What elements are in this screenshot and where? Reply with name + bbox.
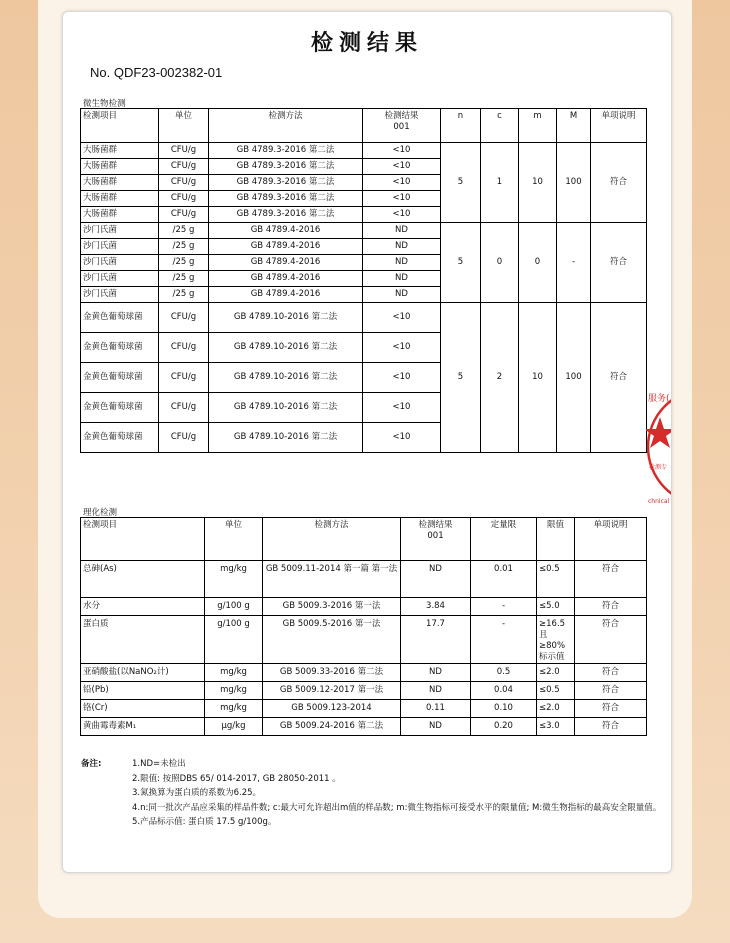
cell-unit: CFU/g <box>159 175 209 191</box>
cell-item: 亚硝酸盐(以NaNO₂计) <box>81 664 205 682</box>
cell-method: GB 4789.3-2016 第二法 <box>209 175 363 191</box>
cell-item: 金黄色葡萄球菌 <box>81 363 159 393</box>
col-header-method: 检测方法 <box>209 109 363 143</box>
cell-unit: /25 g <box>159 255 209 271</box>
cell-item: 金黄色葡萄球菌 <box>81 333 159 363</box>
cell-method: GB 5009.5-2016 第一法 <box>263 616 401 664</box>
cell-M: 100 <box>557 303 591 453</box>
cell-unit: mg/kg <box>205 682 263 700</box>
chem-header-limit: 限值 <box>537 518 575 561</box>
cell-result: ND <box>363 223 441 239</box>
cell-n: 5 <box>441 303 481 453</box>
note-item: 2.限值: 按照DBS 65/ 014-2017, GB 28050-2011 。 <box>132 773 341 784</box>
cell-unit: mg/kg <box>205 561 263 598</box>
cell-method: GB 4789.10-2016 第二法 <box>209 423 363 453</box>
cell-unit: /25 g <box>159 271 209 287</box>
stamp-text-top: 服务( <box>648 394 670 404</box>
cell-result: ND <box>363 287 441 303</box>
cell-unit: mg/kg <box>205 664 263 682</box>
cell-result: ND <box>363 271 441 287</box>
cell-method: GB 5009.24-2016 第二法 <box>263 718 401 736</box>
table-row <box>81 223 647 239</box>
chem-header-result-line1: 检测结果 <box>418 520 453 530</box>
cell-verdict: 符合 <box>575 682 647 700</box>
note-item: 1.ND=未检出 <box>132 759 186 769</box>
cell-item: 黄曲霉毒素M₁ <box>81 718 205 736</box>
cell-item: 金黄色葡萄球菌 <box>81 423 159 453</box>
report-sheet <box>62 11 682 873</box>
report-number: No. QDF23-002382-01 <box>90 65 223 80</box>
cell-loq: 0.04 <box>471 682 537 700</box>
cell-unit: mg/kg <box>205 700 263 718</box>
cell-n: 5 <box>441 143 481 223</box>
cell-result: ND <box>363 239 441 255</box>
cell-limit: ≥16.5且≥80%标示值 <box>537 616 575 664</box>
cell-result: 0.11 <box>401 700 471 718</box>
cell-loq: - <box>471 598 537 616</box>
cell-method: GB 4789.4-2016 <box>209 255 363 271</box>
chem-header-loq: 定量限 <box>471 518 537 561</box>
cell-verdict: 符合 <box>575 664 647 682</box>
cell-loq: 0.20 <box>471 718 537 736</box>
cell-unit: CFU/g <box>159 393 209 423</box>
cell-unit: CFU/g <box>159 333 209 363</box>
cell-unit: /25 g <box>159 287 209 303</box>
cell-item: 大肠菌群 <box>81 191 159 207</box>
cell-item: 大肠菌群 <box>81 143 159 159</box>
cell-verdict: 符合 <box>575 700 647 718</box>
chem-header-item: 检测项目 <box>81 518 205 561</box>
cell-item: 蛋白质 <box>81 616 205 664</box>
notes-heading: 备注: <box>81 759 102 769</box>
cell-result: <10 <box>363 393 441 423</box>
cell-limit: ≤2.0 <box>537 700 575 718</box>
cell-c: 2 <box>481 303 519 453</box>
stamp-text-mid: 检测专 <box>649 464 668 471</box>
col-header-n: n <box>441 109 481 143</box>
cell-limit: ≤5.0 <box>537 598 575 616</box>
cell-result: <10 <box>363 175 441 191</box>
cell-item: 大肠菌群 <box>81 207 159 223</box>
cell-method: GB 4789.10-2016 第二法 <box>209 363 363 393</box>
cell-c: 0 <box>481 223 519 303</box>
cell-verdict: 符合 <box>575 616 647 664</box>
cell-unit: /25 g <box>159 223 209 239</box>
cell-result: ND <box>363 255 441 271</box>
cell-method: GB 5009.33-2016 第二法 <box>263 664 401 682</box>
cell-unit: g/100 g <box>205 616 263 664</box>
cell-unit: CFU/g <box>159 143 209 159</box>
table-row <box>81 598 647 616</box>
cell-item: 沙门氏菌 <box>81 287 159 303</box>
cell-item: 水分 <box>81 598 205 616</box>
cell-unit: CFU/g <box>159 303 209 333</box>
cell-item: 沙门氏菌 <box>81 255 159 271</box>
cell-method: GB 4789.3-2016 第二法 <box>209 159 363 175</box>
cell-c: 1 <box>481 143 519 223</box>
cell-item: 沙门氏菌 <box>81 271 159 287</box>
cell-result: <10 <box>363 207 441 223</box>
cell-unit: CFU/g <box>159 207 209 223</box>
col-header-c: c <box>481 109 519 143</box>
table-row <box>81 718 647 736</box>
cell-item: 铅(Pb) <box>81 682 205 700</box>
chem-header-result <box>401 518 471 561</box>
cell-result: <10 <box>363 303 441 333</box>
table-row <box>81 561 647 598</box>
cell-unit: /25 g <box>159 239 209 255</box>
cell-verdict: 符合 <box>591 223 647 303</box>
cell-item: 大肠菌群 <box>81 159 159 175</box>
official-seal-stamp <box>646 377 682 517</box>
cell-item: 铬(Cr) <box>81 700 205 718</box>
chem-section-label: 理化检测 <box>83 508 118 518</box>
col-header-result-line1: 检测结果 <box>384 111 419 121</box>
cell-method: GB 4789.4-2016 <box>209 287 363 303</box>
cell-method: GB 4789.10-2016 第二法 <box>209 303 363 333</box>
cell-result: ND <box>401 682 471 700</box>
cell-limit: ≤0.5 <box>537 682 575 700</box>
col-header-unit: 单位 <box>159 109 209 143</box>
cell-result: <10 <box>363 143 441 159</box>
chem-header-method: 检测方法 <box>263 518 401 561</box>
cell-item: 大肠菌群 <box>81 175 159 191</box>
cell-result: <10 <box>363 423 441 453</box>
chem-header-verdict: 单项说明 <box>575 518 647 561</box>
cell-limit: ≤3.0 <box>537 718 575 736</box>
cell-verdict: 符合 <box>575 718 647 736</box>
cell-limit: ≤2.0 <box>537 664 575 682</box>
cell-result: 3.84 <box>401 598 471 616</box>
cell-m: 10 <box>519 303 557 453</box>
cell-method: GB 5009.123-2014 <box>263 700 401 718</box>
cell-loq: 0.5 <box>471 664 537 682</box>
cell-method: GB 4789.3-2016 第二法 <box>209 143 363 159</box>
star-icon <box>646 417 672 448</box>
cell-result: <10 <box>363 159 441 175</box>
table-row <box>81 664 647 682</box>
cell-unit: CFU/g <box>159 191 209 207</box>
table-row <box>81 303 647 333</box>
notes-block <box>81 757 662 830</box>
cell-loq: - <box>471 616 537 664</box>
cell-result: 17.7 <box>401 616 471 664</box>
cell-result: <10 <box>363 333 441 363</box>
cell-loq: 0.10 <box>471 700 537 718</box>
cell-unit: CFU/g <box>159 363 209 393</box>
cell-verdict: 符合 <box>575 598 647 616</box>
cell-method: GB 4789.4-2016 <box>209 239 363 255</box>
cell-method: GB 5009.3-2016 第一法 <box>263 598 401 616</box>
col-header-item: 检测项目 <box>81 109 159 143</box>
cell-loq: 0.01 <box>471 561 537 598</box>
cell-unit: CFU/g <box>159 159 209 175</box>
cell-method: GB 5009.11-2014 第一篇 第一法 <box>263 561 401 598</box>
cell-result: <10 <box>363 363 441 393</box>
cell-result: <10 <box>363 191 441 207</box>
cell-method: GB 5009.12-2017 第一法 <box>263 682 401 700</box>
col-header-M: M <box>557 109 591 143</box>
cell-result: ND <box>401 718 471 736</box>
table-row <box>81 700 647 718</box>
cell-result: ND <box>401 561 471 598</box>
cell-item: 沙门氏菌 <box>81 239 159 255</box>
cell-item: 金黄色葡萄球菌 <box>81 393 159 423</box>
cell-result: ND <box>401 664 471 682</box>
cell-method: GB 4789.10-2016 第二法 <box>209 393 363 423</box>
chem-table <box>80 517 647 736</box>
cell-M: - <box>557 223 591 303</box>
col-header-result-line2: 001 <box>393 122 410 132</box>
cell-M: 100 <box>557 143 591 223</box>
table-row <box>81 682 647 700</box>
cell-item: 沙门氏菌 <box>81 223 159 239</box>
cell-n: 5 <box>441 223 481 303</box>
cell-m: 10 <box>519 143 557 223</box>
cell-method: GB 4789.3-2016 第二法 <box>209 207 363 223</box>
note-item: 5.产品标示值: 蛋白质 17.5 g/100g。 <box>132 817 277 827</box>
col-header-m: m <box>519 109 557 143</box>
chem-header-result-line2: 001 <box>427 531 444 541</box>
cell-item: 金黄色葡萄球菌 <box>81 303 159 333</box>
note-item: 4.n:同一批次产品应采集的样品件数; c:最大可允许超出m值的样品数; m:微生物指标可接受水平的限量值; M:微生物指标的最高安全限量值。 <box>132 802 662 813</box>
table-row <box>81 616 647 664</box>
cell-method: GB 4789.10-2016 第二法 <box>209 333 363 363</box>
cell-unit: g/100 g <box>205 598 263 616</box>
table-row <box>81 143 647 159</box>
micro-section-label: 微生物检测 <box>83 99 126 109</box>
cell-unit: μg/kg <box>205 718 263 736</box>
cell-limit: ≤0.5 <box>537 561 575 598</box>
cell-method: GB 4789.4-2016 <box>209 223 363 239</box>
micro-table <box>80 108 647 453</box>
cell-verdict: 符合 <box>591 143 647 223</box>
page-title: 检测结果 <box>310 30 423 56</box>
chem-header-unit: 单位 <box>205 518 263 561</box>
cell-item: 总砷(As) <box>81 561 205 598</box>
cell-method: GB 4789.3-2016 第二法 <box>209 191 363 207</box>
stamp-text-bottom: chnical Ser <box>648 498 682 505</box>
note-item: 3.氮换算为蛋白质的系数为6.25。 <box>132 788 262 798</box>
col-header-verdict: 单项说明 <box>591 109 647 143</box>
cell-m: 0 <box>519 223 557 303</box>
cell-unit: CFU/g <box>159 423 209 453</box>
col-header-result <box>363 109 441 143</box>
cell-verdict: 符合 <box>575 561 647 598</box>
cell-verdict: 符合 <box>591 303 647 453</box>
cell-method: GB 4789.4-2016 <box>209 271 363 287</box>
